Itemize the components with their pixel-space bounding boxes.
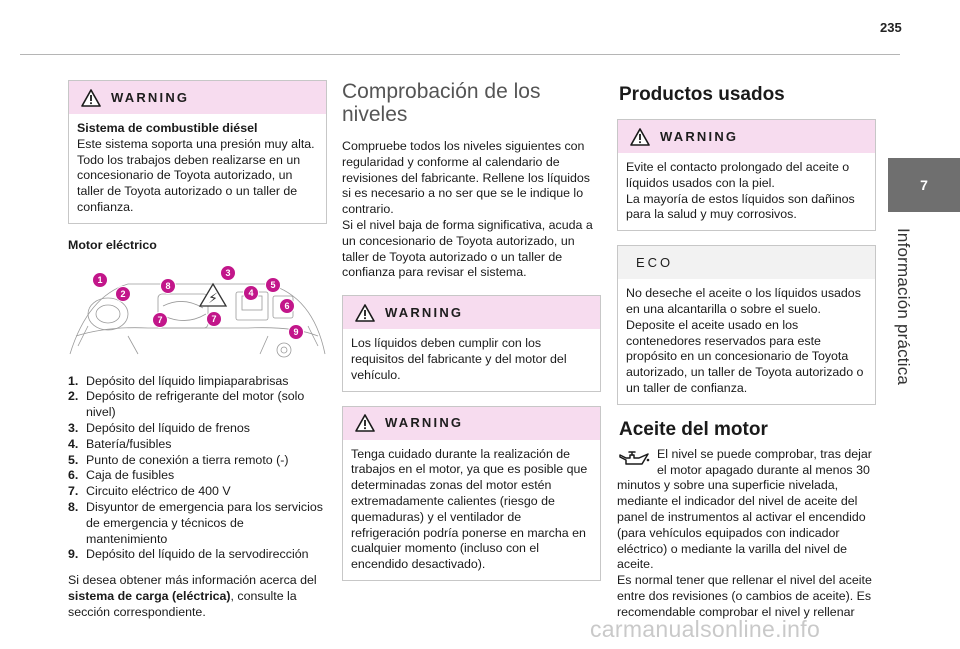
list-item: 6. Caja de fusibles (68, 468, 175, 483)
callout-label: 3 (225, 267, 231, 278)
engine-oil-title: Aceite del motor (619, 418, 768, 440)
warning-text: Tenga cuidado durante la realización de trabajos en el motor, ya que es posible que determinadas zonas del motor estén extremadamente calientes (riesgo de quemaduras) y el ventilador de refrigeración podría ponerse en marcha en cualquier momento (incluso con el encendido desactivado). (351, 446, 588, 572)
warning-box-fluids (342, 295, 601, 391)
warning-text: Este sistema soporta una presión muy alta. Todo los trabajos deben realizarse en un concesionario de Toyota autorizado, un taller de Toyota autorizado o un taller de confianza. (77, 136, 315, 214)
column-left (68, 80, 327, 621)
callout-label: 7 (211, 313, 217, 324)
header-rule (20, 54, 900, 55)
warning-header: WARNING (69, 81, 326, 114)
warning-box-used-products (617, 119, 876, 231)
svg-text:⚡: ⚡ (208, 290, 218, 307)
column-right (617, 80, 876, 621)
callout-label: 5 (270, 279, 276, 290)
callout-label: 7 (157, 314, 163, 325)
warning-header: WARNING (343, 296, 600, 329)
eco-header: ECO (618, 246, 875, 279)
list-item: 9. Depósito del líquido de la servodirección (68, 547, 309, 562)
warning-title: Sistema de combustible diésel (77, 121, 258, 135)
list-item: 1. Depósito del líquido limpiaparabrisas (68, 373, 289, 388)
chapter-number: 7 (920, 177, 928, 193)
list-item: 3. Depósito del líquido de frenos (68, 420, 250, 435)
callout-label: 9 (293, 326, 299, 337)
list-item: 8. Disyuntor de emergencia para los servicios de emergencia y técnicos de mantenimiento (68, 499, 323, 546)
component-list (68, 374, 327, 564)
list-item: 5. Punto de conexión a tierra remoto (-) (68, 452, 289, 467)
eco-box (617, 245, 876, 405)
engine-bay-illustration (68, 266, 327, 362)
warning-header: WARNING (618, 120, 875, 153)
charging-reference: Si desea obtener más información acerca del sistema de carga (eléctrica), consulte la sección correspondiente. (68, 573, 317, 619)
chapter-title: Información práctica (894, 228, 913, 386)
used-products-title: Productos usados (619, 84, 785, 105)
engine-subheading: Motor eléctrico (68, 237, 157, 252)
charging-system-link: sistema de carga (eléctrica) (68, 588, 231, 603)
warning-triangle-icon (355, 414, 375, 432)
levels-title: Comprobación de los niveles (342, 80, 541, 126)
warning-box-fuel (68, 80, 327, 224)
callout-label: 2 (120, 288, 126, 299)
warning-text: Evite el contacto prolongado del aceite o líquidos usados con la piel. (626, 160, 850, 190)
page-number: 235 (880, 20, 902, 35)
callout-label: 8 (165, 280, 171, 291)
list-item: 2. Depósito de refrigerante del motor (solo nivel) (68, 389, 305, 420)
eco-text: Deposite el aceite usado en los contenedores reservados para este propósito en un concesionario de Toyota autorizado, un taller de Toyota autorizado o un taller de confianza. (626, 317, 864, 395)
warning-text: Los líquidos deben cumplir con los requisitos del fabricante y del motor del vehículo. (351, 336, 567, 382)
warning-triangle-icon (81, 89, 101, 107)
eco-text: No deseche el aceite o los líquidos usados en una alcantarilla o sobre el suelo. (626, 286, 861, 316)
list-item: 4. Batería/fusibles (68, 436, 172, 451)
callout-label: 4 (248, 287, 254, 298)
oil-can-icon (617, 449, 651, 469)
levels-intro-2: Si el nivel baja de forma significativa, acuda a un concesionario de Toyota autorizado, un taller de Toyota autorizado o un taller de confianza para revisar el sistema. (342, 217, 593, 280)
levels-intro: Compruebe todos los niveles siguientes con regularidad y conforme al calendario de revisiones del fabricante. Rellene los líquidos si es necesario a no ser que se le indique lo contrario. (342, 139, 590, 217)
warning-text: La mayoría de estos líquidos son dañinos para la salud y muy corrosivos. (626, 191, 855, 222)
engine-oil-section (617, 447, 876, 621)
list-item: 7. Circuito eléctrico de 400 V (68, 484, 231, 499)
warning-triangle-icon (630, 128, 650, 146)
warning-header: WARNING (343, 407, 600, 440)
column-middle (342, 80, 601, 595)
site-watermark: carmanualsonline.info (590, 616, 821, 642)
engine-oil-text-2: Es normal tener que rellenar el nivel del aceite entre dos revisiones (o cambios de aceite). Es recomendable comprobar el nivel y rellenar (617, 573, 872, 619)
warning-box-hot-engine (342, 406, 601, 581)
warning-triangle-icon (355, 304, 375, 322)
engine-oil-text: El nivel se puede comprobar, tras dejar el motor apagado durante al menos 30 minutos y sobre una superficie nivelada, mediante el indicador del nivel de aceite del panel de instrumentos al activar el encendido (para vehículos equipados con indicador eléctrico) o mediante la varilla del nivel de aceite. (617, 446, 872, 572)
callout-label: 6 (284, 300, 290, 311)
chapter-tab[interactable] (888, 158, 960, 212)
callout-label: 1 (97, 274, 103, 285)
